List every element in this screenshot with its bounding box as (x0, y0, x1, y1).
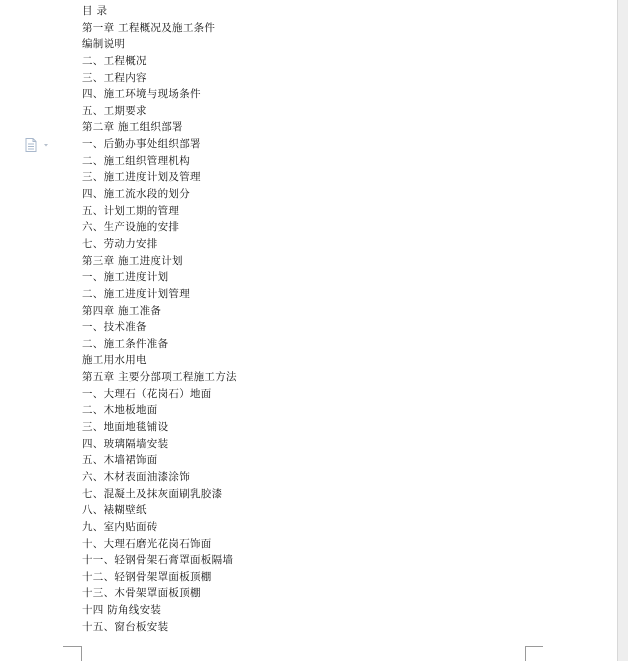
toc-entry: 第二章 施工组织部署 (82, 121, 183, 134)
crop-mark-left-horizontal (63, 646, 81, 647)
document-icon-graphic (25, 138, 51, 152)
toc-entry: 十三、木骨架罩面板顶棚 (82, 587, 201, 600)
toc-entry: 八、裱糊壁纸 (82, 504, 147, 517)
toc-entry: 一、技术准备 (82, 321, 147, 334)
toc-entry: 施工用水用电 (82, 354, 147, 367)
toc-entry: 一、施工进度计划 (82, 271, 169, 284)
toc-entry: 十、大理石磨光花岗石饰面 (82, 537, 212, 550)
page-gutter (617, 0, 628, 661)
crop-mark-left-vertical (81, 646, 82, 661)
table-of-contents (82, 3, 237, 635)
toc-entry: 一、后勤办事处组织部署 (82, 138, 201, 151)
toc-entry: 第一章 工程概况及施工条件 (82, 21, 216, 34)
toc-entry: 四、玻璃隔墙安装 (82, 437, 169, 450)
crop-mark-right-vertical (525, 646, 526, 661)
toc-entry: 三、工程内容 (82, 71, 147, 84)
toc-entry: 二、施工条件准备 (82, 337, 169, 350)
crop-mark-right-horizontal (525, 646, 543, 647)
toc-entry: 十一、轻钢骨架石膏罩面板隔墙 (82, 554, 234, 567)
document-icon[interactable] (25, 137, 51, 151)
toc-entry: 十五、窗台板安装 (82, 620, 169, 633)
toc-entry: 六、生产设施的安排 (82, 221, 180, 234)
toc-entry: 二、木地板地面 (82, 404, 158, 417)
chevron-down-icon (44, 144, 48, 147)
toc-entry: 七、劳动力安排 (82, 237, 158, 250)
toc-entry: 九、室内贴面砖 (82, 520, 158, 533)
toc-entry: 七、混凝土及抹灰面刷乳胶漆 (82, 487, 223, 500)
toc-entry: 二、施工进度计划管理 (82, 287, 190, 300)
toc-entry: 二、施工组织管理机构 (82, 154, 190, 167)
toc-entry: 十四 防角线安装 (82, 604, 162, 617)
toc-entry: 五、计划工期的管理 (82, 204, 180, 217)
toc-entry: 三、施工进度计划及管理 (82, 171, 201, 184)
toc-entry: 二、工程概况 (82, 54, 147, 67)
toc-entry: 四、施工流水段的划分 (82, 188, 190, 201)
toc-entry: 三、地面地毯铺设 (82, 421, 169, 434)
toc-entry: 编制说明 (82, 38, 126, 51)
toc-title: 目 录 (82, 5, 108, 17)
toc-entry: 六、木材表面油漆涂饰 (82, 470, 190, 483)
toc-entry: 五、木墙裙饰面 (82, 454, 158, 467)
toc-entry: 第四章 施工准备 (82, 304, 162, 317)
toc-entry: 第五章 主要分部项工程施工方法 (82, 371, 237, 384)
toc-entry: 四、施工环境与现场条件 (82, 88, 201, 101)
toc-entry: 一、大理石（花岗石）地面 (82, 387, 212, 400)
toc-entry: 五、工期要求 (82, 104, 147, 117)
toc-entry: 第三章 施工进度计划 (82, 254, 183, 267)
toc-entry: 十二、轻钢骨架罩面板顶棚 (82, 570, 212, 583)
